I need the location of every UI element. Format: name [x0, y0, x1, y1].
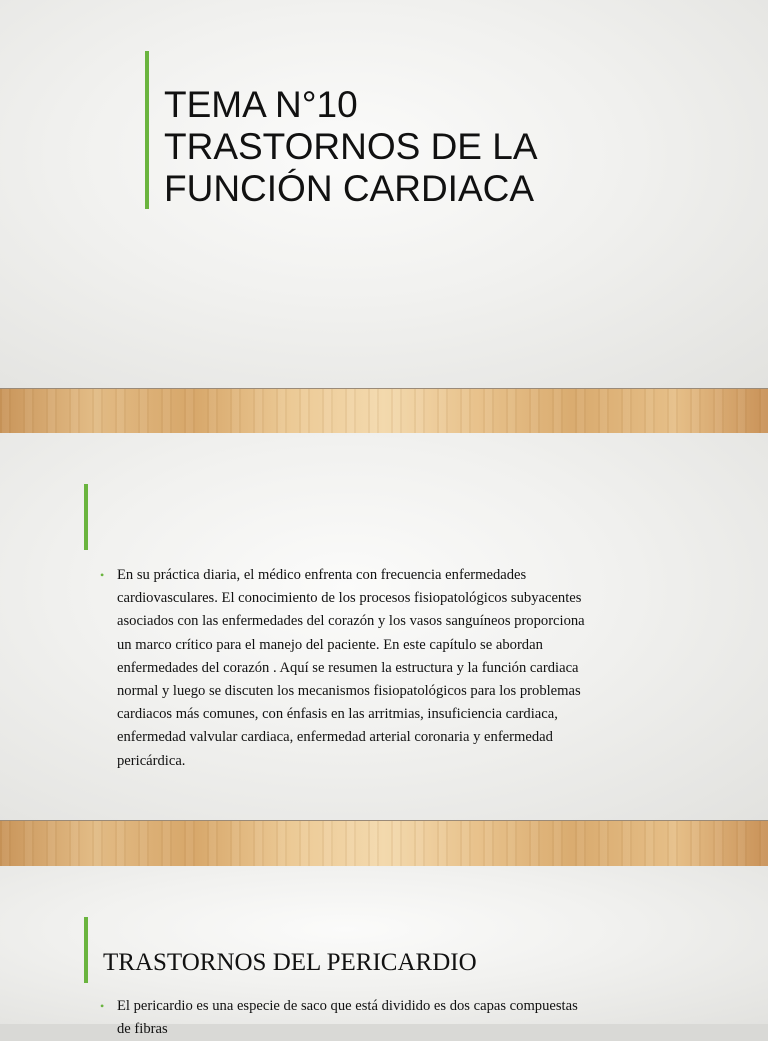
paragraph-line: de fibras — [117, 1021, 168, 1038]
bullet-icon: • — [100, 999, 105, 1013]
wood-divider — [0, 820, 768, 867]
bullet-icon: • — [100, 568, 105, 582]
title-line: FUNCIÓN CARDIACA — [164, 168, 535, 209]
paragraph-line: asociados con las enfermedades del corazón y los vasos sanguíneos proporciona — [117, 613, 585, 630]
paragraph-line: cardiovasculares. El conocimiento de los procesos fisiopatológicos subyacentes — [117, 590, 582, 607]
accent-bar — [145, 51, 149, 209]
paragraph-line: enfermedad valvular cardiaca, enfermedad arterial coronaria y enfermedad — [117, 729, 553, 746]
title-line: TEMA N°10 — [164, 84, 358, 125]
accent-bar — [84, 917, 88, 983]
paragraph-line: normal y luego se discuten los mecanismos fisiopatológicos para los problemas — [117, 683, 581, 700]
slide-pericardium — [0, 866, 768, 1038]
slide-title-heading — [164, 84, 724, 210]
bullet-paragraph — [100, 564, 700, 773]
paragraph-line: En su práctica diaria, el médico enfrenta con frecuencia enfermedades — [117, 567, 527, 583]
title-line: TRASTORNOS DE LA — [164, 126, 538, 167]
slide-title — [0, 0, 768, 388]
paragraph-line: pericárdica. — [117, 752, 186, 769]
paragraph-line: El pericardio es una especie de saco que está dividido es dos capas compuestas — [117, 998, 578, 1014]
paragraph-line: cardiacos más comunes, con énfasis en las arritmias, insuficiencia cardiaca, — [117, 706, 558, 723]
accent-bar — [84, 484, 88, 550]
wood-divider — [0, 388, 768, 434]
section-title: TRASTORNOS DEL PERICARDIO — [103, 949, 477, 976]
slide-intro — [0, 433, 768, 820]
bullet-paragraph — [100, 995, 700, 1041]
paragraph-line: un marco crítico para el manejo del paciente. En este capítulo se abordan — [117, 636, 543, 653]
paragraph-line: enfermedades del corazón . Aquí se resumen la estructura y la función cardiaca — [117, 659, 579, 676]
